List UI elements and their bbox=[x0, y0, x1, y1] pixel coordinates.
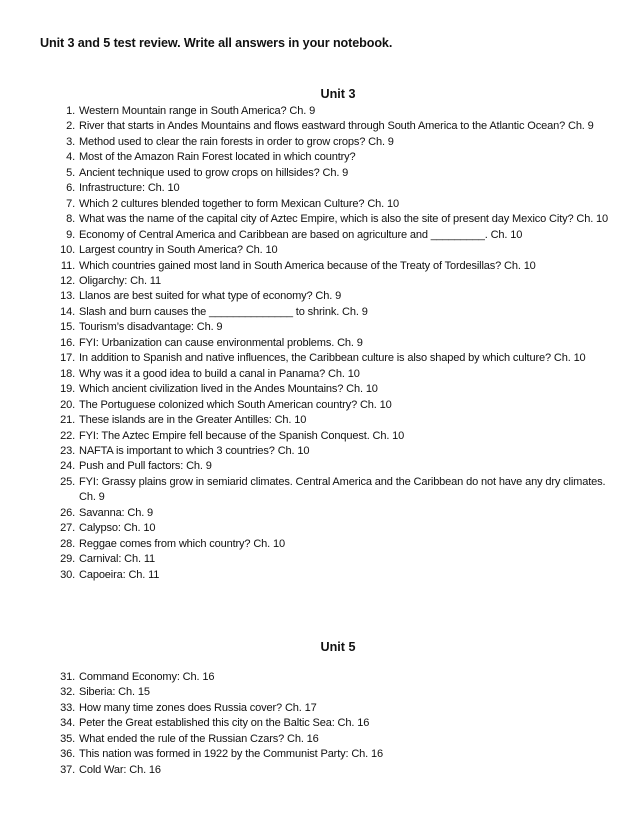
question-item bbox=[40, 150, 615, 165]
question-text: FYI: Grassy plains grow in semiarid climates. Central America and the Caribbean do not have any dry climates. Ch. 9 bbox=[79, 475, 606, 504]
question-item bbox=[40, 289, 615, 304]
question-number: 7. bbox=[66, 197, 75, 210]
question-number: 36. bbox=[60, 748, 75, 761]
question-item bbox=[40, 506, 615, 521]
question-number: 22. bbox=[60, 429, 75, 442]
question-number: 15. bbox=[60, 321, 75, 334]
question-text: Push and Pull factors: Ch. 9 bbox=[79, 460, 212, 473]
question-item bbox=[40, 429, 615, 444]
question-number: 10. bbox=[60, 244, 75, 257]
question-item bbox=[40, 320, 615, 335]
question-number: 5. bbox=[66, 166, 75, 179]
question-text: Method used to clear the rain forests in order to grow crops? Ch. 9 bbox=[79, 135, 394, 148]
question-text: FYI: The Aztec Empire fell because of the Spanish Conquest. Ch. 10 bbox=[79, 429, 405, 442]
question-number: 4. bbox=[66, 151, 75, 164]
question-item bbox=[40, 259, 615, 274]
unit-3-question-list bbox=[40, 104, 615, 583]
question-text: Infrastructure: Ch. 10 bbox=[79, 182, 180, 195]
question-number: 33. bbox=[60, 701, 75, 714]
question-text: What was the name of the capital city of Aztec Empire, which is also the site of present day Mexico City? Ch. 10 bbox=[79, 213, 609, 226]
question-item bbox=[40, 475, 615, 506]
question-text: What ended the rule of the Russian Czars? Ch. 16 bbox=[79, 732, 319, 745]
question-item bbox=[40, 166, 615, 181]
question-item bbox=[40, 212, 615, 227]
question-number: 3. bbox=[66, 135, 75, 148]
question-number: 37. bbox=[60, 763, 75, 776]
question-number: 18. bbox=[60, 367, 75, 380]
document-title: Unit 3 and 5 test review. Write all answers in your notebook. bbox=[40, 36, 393, 50]
question-item bbox=[40, 459, 615, 474]
question-item bbox=[40, 552, 615, 567]
question-item bbox=[40, 382, 615, 397]
question-item bbox=[40, 135, 615, 150]
question-text: Which 2 cultures blended together to form Mexican Culture? Ch. 10 bbox=[79, 197, 399, 210]
question-number: 21. bbox=[60, 414, 75, 427]
question-number: 2. bbox=[66, 120, 75, 133]
question-number: 14. bbox=[60, 305, 75, 318]
question-text: NAFTA is important to which 3 countries? Ch. 10 bbox=[79, 444, 310, 457]
question-item bbox=[40, 181, 615, 196]
question-item bbox=[40, 521, 615, 536]
question-number: 1. bbox=[66, 105, 75, 117]
question-text: Command Economy: Ch. 16 bbox=[79, 671, 215, 683]
question-text: Capoeira: Ch. 11 bbox=[79, 568, 160, 581]
question-text: Savanna: Ch. 9 bbox=[79, 506, 154, 519]
question-number: 31. bbox=[60, 671, 75, 683]
question-item bbox=[40, 367, 615, 382]
question-item bbox=[40, 670, 615, 685]
question-text: Most of the Amazon Rain Forest located in which country? bbox=[79, 151, 356, 164]
question-number: 30. bbox=[60, 568, 75, 581]
question-item bbox=[40, 274, 615, 289]
question-text: Reggae comes from which country? Ch. 10 bbox=[79, 537, 285, 550]
question-number: 32. bbox=[60, 686, 75, 699]
question-text: Which ancient civilization lived in the Andes Mountains? Ch. 10 bbox=[79, 383, 378, 396]
question-number: 12. bbox=[60, 274, 75, 287]
question-item bbox=[40, 104, 615, 119]
question-number: 13. bbox=[60, 290, 75, 303]
question-text: Economy of Central America and Caribbean are based on agriculture and _________. Ch. 10 bbox=[79, 228, 523, 241]
question-item bbox=[40, 413, 615, 428]
question-item bbox=[40, 701, 615, 716]
question-text: Which countries gained most land in South America because of the Treaty of Tordesillas? Ch. 10 bbox=[79, 259, 536, 272]
question-number: 24. bbox=[60, 460, 75, 473]
question-text: This nation was formed in 1922 by the Communist Party: Ch. 16 bbox=[79, 748, 383, 761]
question-text: Largest country in South America? Ch. 10 bbox=[79, 244, 278, 257]
question-text: Slash and burn causes the ______________ to shrink. Ch. 9 bbox=[79, 305, 368, 318]
question-item bbox=[40, 336, 615, 351]
question-text: Western Mountain range in South America? Ch. 9 bbox=[79, 105, 316, 117]
question-item bbox=[40, 351, 615, 366]
question-text: Oligarchy: Ch. 11 bbox=[79, 274, 161, 287]
question-text: These islands are in the Greater Antilles: Ch. 10 bbox=[79, 414, 307, 427]
question-text: River that starts in Andes Mountains and flows eastward through South America to the Atlantic Ocean? Ch. 9 bbox=[79, 120, 594, 133]
question-number: 34. bbox=[60, 717, 75, 730]
question-number: 26. bbox=[60, 506, 75, 519]
question-number: 8. bbox=[66, 213, 75, 226]
question-text: FYI: Urbanization can cause environmental problems. Ch. 9 bbox=[79, 336, 363, 349]
question-number: 27. bbox=[60, 522, 75, 535]
unit-5-heading: Unit 5 bbox=[320, 640, 356, 654]
question-item bbox=[40, 398, 615, 413]
question-item bbox=[40, 243, 615, 258]
question-item bbox=[40, 685, 615, 700]
question-item bbox=[40, 763, 615, 778]
question-item bbox=[40, 716, 615, 731]
question-item bbox=[40, 537, 615, 552]
question-item bbox=[40, 444, 615, 459]
question-number: 29. bbox=[60, 553, 75, 566]
question-item bbox=[40, 305, 615, 320]
question-text: Tourism’s disadvantage: Ch. 9 bbox=[79, 321, 223, 334]
question-item bbox=[40, 732, 615, 747]
question-text: Cold War: Ch. 16 bbox=[79, 763, 161, 776]
question-text: Why was it a good idea to build a canal in Panama? Ch. 10 bbox=[79, 367, 360, 380]
question-text: The Portuguese colonized which South American country? Ch. 10 bbox=[79, 398, 392, 411]
question-number: 23. bbox=[60, 444, 75, 457]
question-text: Peter the Great established this city on the Baltic Sea: Ch. 16 bbox=[79, 717, 370, 730]
question-item bbox=[40, 197, 615, 212]
question-text: In addition to Spanish and native influences, the Caribbean culture is also shaped by which culture? Ch. 10 bbox=[79, 352, 586, 365]
question-item bbox=[40, 568, 615, 583]
unit-3-heading: Unit 3 bbox=[320, 87, 356, 101]
question-number: 6. bbox=[66, 182, 75, 195]
question-text: Carnival: Ch. 11 bbox=[79, 553, 155, 566]
question-number: 20. bbox=[60, 398, 75, 411]
question-number: 19. bbox=[60, 383, 75, 396]
question-text: Llanos are best suited for what type of economy? Ch. 9 bbox=[79, 290, 342, 303]
question-number: 28. bbox=[60, 537, 75, 550]
unit-5-question-list bbox=[40, 670, 615, 778]
question-number: 9. bbox=[66, 228, 75, 241]
question-text: How many time zones does Russia cover? Ch. 17 bbox=[79, 701, 317, 714]
question-item bbox=[40, 747, 615, 762]
question-number: 17. bbox=[60, 352, 75, 365]
question-number: 35. bbox=[60, 732, 75, 745]
question-number: 16. bbox=[60, 336, 75, 349]
question-text: Calypso: Ch. 10 bbox=[79, 522, 156, 535]
question-number: 25. bbox=[60, 475, 75, 488]
question-text: Ancient technique used to grow crops on hillsides? Ch. 9 bbox=[79, 166, 349, 179]
question-item bbox=[40, 119, 615, 134]
question-number: 11. bbox=[60, 259, 75, 272]
question-text: Siberia: Ch. 15 bbox=[79, 686, 150, 699]
question-item bbox=[40, 228, 615, 243]
